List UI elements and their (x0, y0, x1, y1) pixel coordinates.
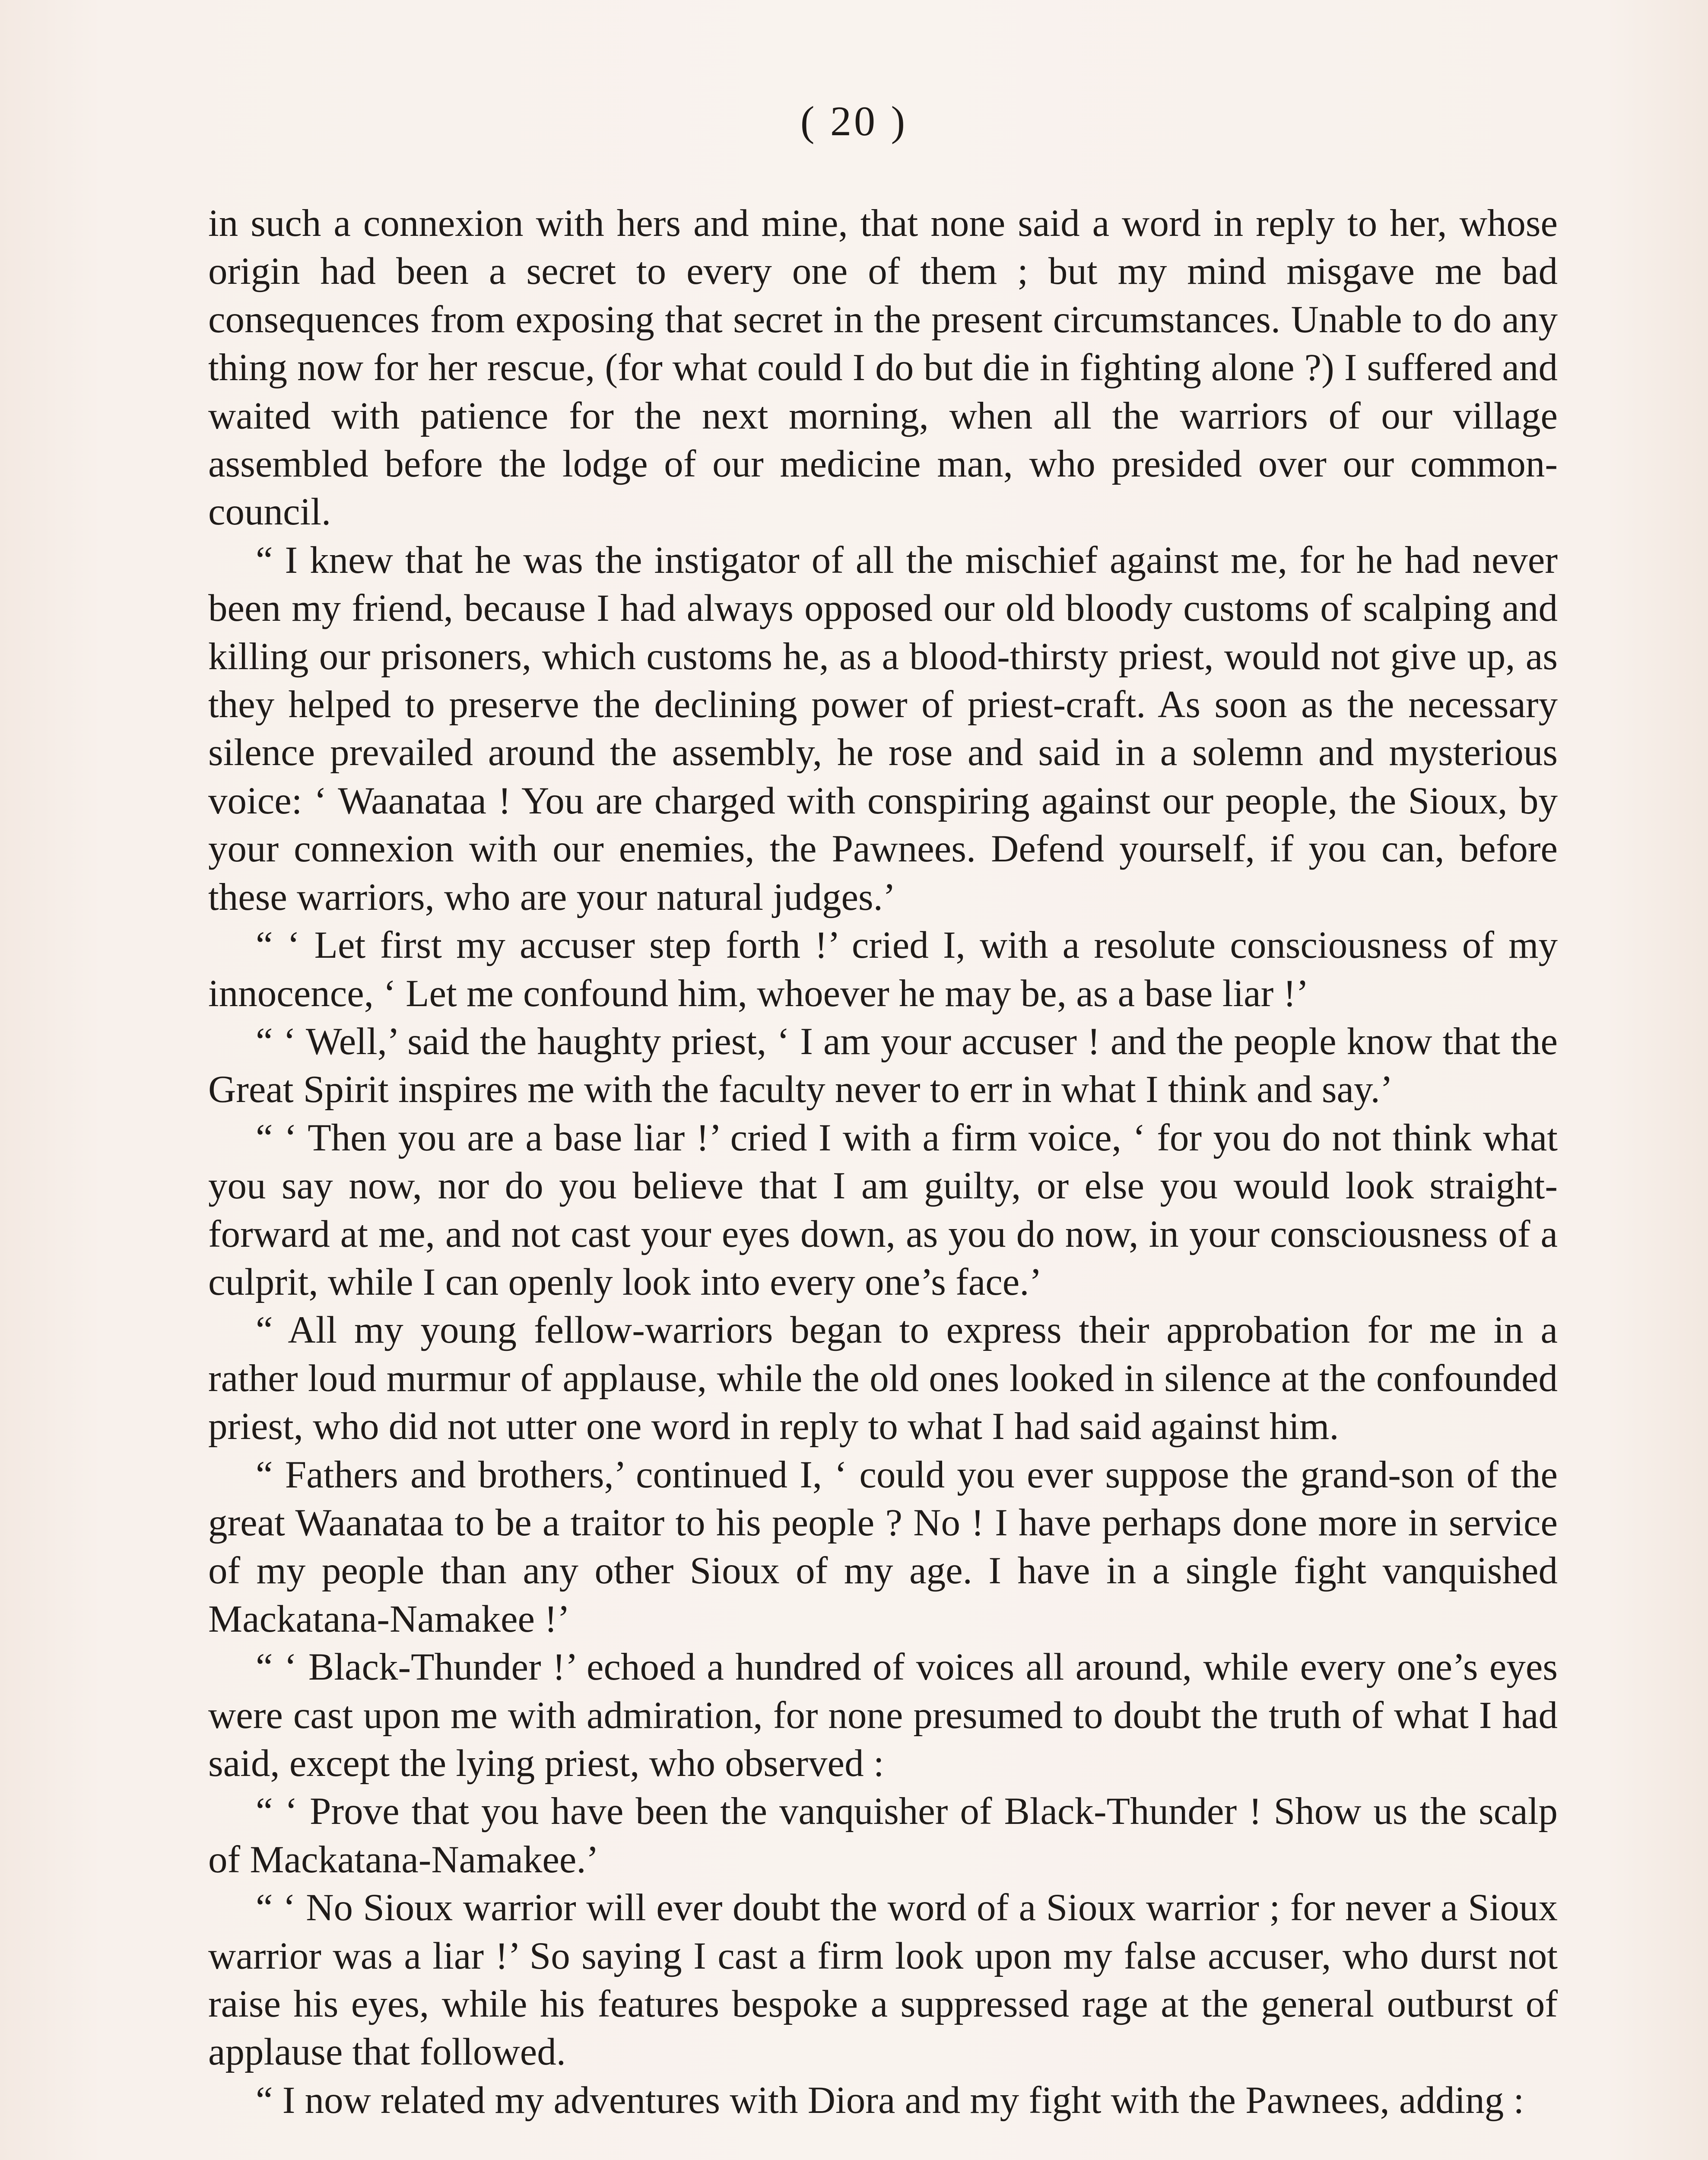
page-body-text (208, 200, 1558, 2125)
paragraph-3: “ ‘ Let first my accuser step forth !’ cried I, with a resolute consciousness of my innocence, ‘ Let me confound him, whoever he may be, as a base liar !’ (208, 924, 1558, 1015)
paragraph-2: “ I knew that he was the instigator of all the mischief against me, for he had never been my friend, because I had always opposed our old bloody customs of scalping and killing our prisoners, which customs he, as a blood-thirsty priest, would not give up, as they helped to preserve the declining power of priest-craft. As soon as the necessary silence prevailed around the assembly, he rose and said in a solemn and mysterious voice: ‘ Waanataa ! You are charged with conspiring against our people, the Sioux, by your connexion with our enemies, the Pawnees. Defend yourself, if you can, before these warriors, who are your natural judges.’ (208, 539, 1558, 918)
paragraph-5: “ ‘ Then you are a base liar !’ cried I with a firm voice, ‘ for you do not think what you say now, nor do you believe that I am guilty, or else you would look straight-forward at me, and not cast your eyes down, as you do now, in your consciousness of a culprit, while I can openly look into every one’s face.’ (208, 1116, 1558, 1303)
page-number: ( 20 ) (800, 98, 908, 145)
paragraph-10: “ ‘ No Sioux warrior will ever doubt the word of a Sioux warrior ; for never a Sioux warrior was a liar !’ So saying I cast a firm look upon my false accuser, who durst not raise his eyes, while his features bespoke a suppressed rage at the general outburst of applause that followed. (208, 1887, 1558, 2074)
paragraph-4: “ ‘ Well,’ said the haughty priest, ‘ I am your accuser ! and the people know that the Great Spirit inspires me with the faculty never to err in what I think and say.’ (208, 1020, 1558, 1111)
paragraph-8: “ ‘ Black-Thunder !’ echoed a hundred of voices all around, while every one’s eyes were cast upon me with admiration, for none presumed to doubt the truth of what I had said, except the lying priest, who observed : (208, 1646, 1558, 1785)
paragraph-9: “ ‘ Prove that you have been the vanquisher of Black-Thunder ! Show us the scalp of Mackatana-Namakee.’ (208, 1790, 1558, 1881)
paragraph-7: “ Fathers and brothers,’ continued I, ‘ could you ever suppose the grand-son of the great Waanataa to be a traitor to his people ? No ! I have perhaps done more in service of my people than any other Sioux of my age. I have in a single fight vanquished Mackatana-Namakee !’ (208, 1453, 1558, 1640)
paragraph-1: in such a connexion with hers and mine, that none said a word in reply to her, whose origin had been a secret to every one of them ; but my mind misgave me bad consequences from exposing that secret in the present circumstances. Unable to do any thing now for her rescue, (for what could I do but die in fighting alone ?) I suffered and waited with patience for the next morning, when all the warriors of our village assembled before the lodge of our medicine man, who presided over our common-council. (208, 202, 1558, 534)
paragraph-11: “ I now related my adventures with Diora and my fight with the Pawnees, adding : (256, 2079, 1524, 2122)
paragraph-6: “ All my young fellow-warriors began to express their approbation for me in a rather loud murmur of applause, while the old ones looked in silence at the confounded priest, who did not utter one word in reply to what I had said against him. (208, 1309, 1558, 1448)
